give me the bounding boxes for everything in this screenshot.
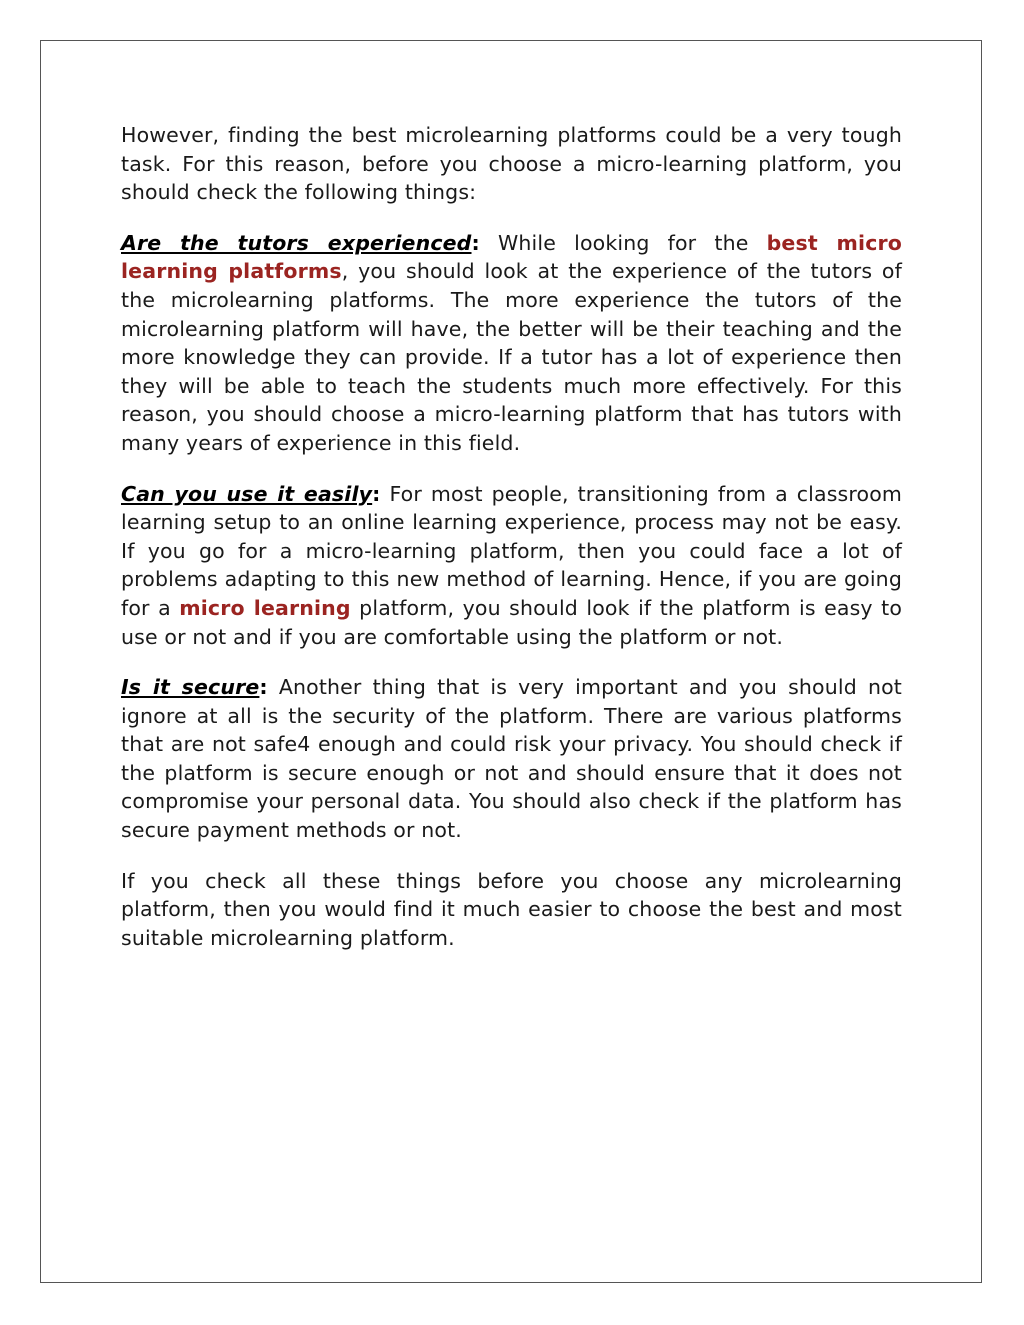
document-body (121, 121, 902, 974)
section-text: Another thing that is very important and you should not ignore at all is the security of the platform. There are various platforms that are not safe4 enough and could risk your privacy. You should check if the platform is secure enough or not and should ensure that it does not compromise your personal data. You should also check if the platform has secure payment methods or not. (121, 675, 902, 843)
conclusion-paragraph: If you check all these things before you choose any microlearning platform, then you would find it much easier to choose the best and most suitable microlearning platform. (121, 868, 902, 950)
section-tutors-paragraph (121, 229, 902, 458)
section-text: platform, you should look if the platform is easy to use or not and if you are comfortable using the platform or not. (121, 595, 903, 649)
section-heading-colon: : (372, 481, 381, 506)
intro-paragraph: However, finding the best microlearning platforms could be a very tough task. For this reason, before you choose a micro-learning platform, you should check the following things: (121, 123, 902, 205)
micro-learning-link[interactable]: micro learning (179, 595, 351, 620)
best-micro-learning-platforms-link[interactable]: best micro learning platforms (121, 230, 902, 284)
section-heading-colon: : (471, 230, 480, 255)
section-ease-paragraph (121, 480, 902, 652)
section-heading-colon: : (259, 675, 268, 700)
section-text: , you should look at the experience of the tutors of the microlearning platforms. The more experience the tutors of the microlearning platform will have, the better will be their teaching and the more knowledge they can provide. If a tutor has a lot of experience then they will be able to teach the students much more effectively. For this reason, you should choose a micro-learning platform that has tutors with many years of experience in this field. (121, 259, 902, 455)
section-text: For most people, transitioning from a classroom learning setup to an online learning experience, process may not be easy. If you go for a micro-learning platform, then you could face a lot of problems adapting to this new method of learning. Hence, if you are going for a (121, 481, 903, 620)
section-heading-ease: Can you use it easily (121, 481, 373, 506)
section-heading-tutors: Are the tutors experienced (121, 230, 472, 255)
section-text: While looking for the (479, 230, 767, 255)
section-heading-security: Is it secure (121, 675, 260, 700)
section-security-paragraph (121, 673, 902, 845)
